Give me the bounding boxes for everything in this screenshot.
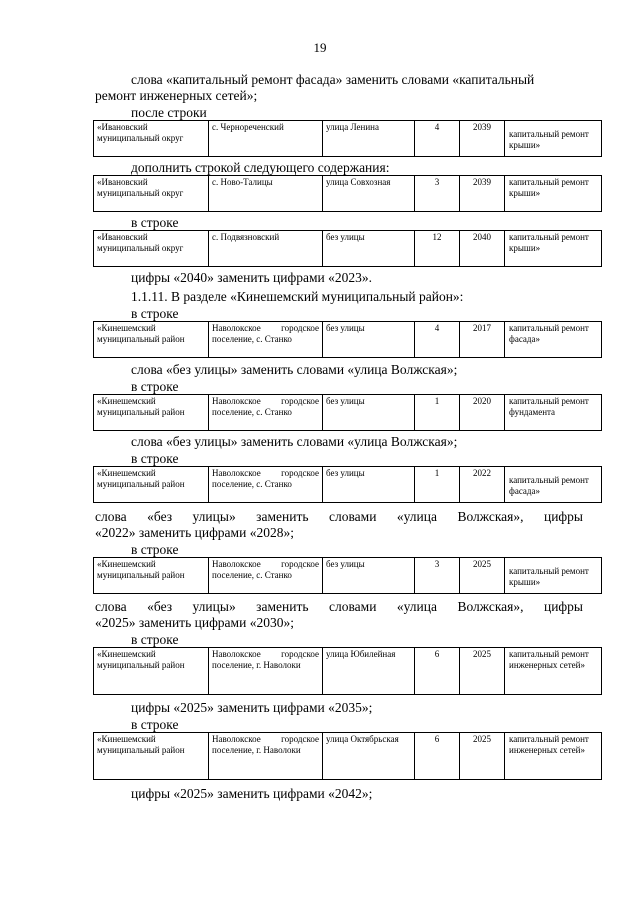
paragraph-line: цифры «2040» заменить цифрами «2023».: [131, 270, 372, 285]
paragraph-line: ремонт инженерных сетей»;: [95, 88, 258, 103]
cell-house: 6: [415, 648, 460, 695]
cell-year: 2025: [460, 648, 505, 695]
paragraph-line: слова «без улицы» заменить словами «улица Волжская»;: [131, 434, 458, 449]
table-row: [93, 394, 602, 431]
cell-work: капитальный ремонт крыши»: [505, 121, 602, 157]
paragraph-line: слова «капитальный ремонт фасада» заменить словами «капитальный: [131, 72, 535, 87]
paragraph-line: слова «без улицы» заменить словами «улица Волжская»;: [131, 362, 458, 377]
paragraph-line: в строке: [131, 215, 179, 230]
cell-work: капитальный ремонт крыши»: [505, 176, 602, 212]
cell-house: 3: [415, 176, 460, 212]
cell-street: без улицы: [323, 558, 415, 594]
cell-settlement: с. Подвязновский: [209, 231, 323, 267]
table-row: [93, 321, 602, 358]
cell-work: капитальный ремонт крыши»: [505, 231, 602, 267]
paragraph-line: дополнить строкой следующего содержания:: [131, 160, 390, 175]
paragraph-line: в строке: [131, 451, 179, 466]
cell-house: 3: [415, 558, 460, 594]
paragraph-justified: слова «без улицы» заменить словами «улица Волжская», цифры: [95, 509, 583, 524]
page-number: 19: [313, 40, 327, 55]
cell-street: улица Юбилейная: [323, 648, 415, 695]
paragraph-justified: слова «без улицы» заменить словами «улица Волжская», цифры: [95, 599, 583, 614]
cell-municipality: «Кинешемский муниципальный район: [94, 558, 209, 594]
table-row: [93, 230, 602, 267]
paragraph-line: после строки: [131, 105, 207, 120]
table-row: [93, 557, 602, 594]
table-row: [93, 175, 602, 212]
section-heading: 1.1.11. В разделе «Кинешемский муниципальный район»:: [131, 289, 464, 304]
cell-municipality: «Ивановский муниципальный округ: [94, 176, 209, 212]
cell-work: капитальный ремонт инженерных сетей»: [505, 648, 602, 695]
cell-municipality: «Кинешемский муниципальный район: [94, 467, 209, 503]
cell-year: 2025: [460, 558, 505, 594]
cell-house: 1: [415, 467, 460, 503]
paragraph-line: в строке: [131, 717, 179, 732]
cell-year: 2039: [460, 121, 505, 157]
paragraph-line: «2025» заменить цифрами «2030»;: [95, 615, 294, 630]
cell-house: 4: [415, 322, 460, 358]
cell-year: 2022: [460, 467, 505, 503]
cell-year: 2017: [460, 322, 505, 358]
cell-municipality: «Кинешемский муниципальный район: [94, 648, 209, 695]
cell-street: без улицы: [323, 231, 415, 267]
cell-municipality: «Ивановский муниципальный округ: [94, 231, 209, 267]
table-row: [93, 732, 602, 780]
cell-settlement: Наволокское городское поселение, с. Станко: [209, 558, 323, 594]
cell-settlement: с. Ново-Талицы: [209, 176, 323, 212]
cell-work: капитальный ремонт крыши»: [505, 558, 602, 594]
cell-house: 4: [415, 121, 460, 157]
cell-street: улица Ленина: [323, 121, 415, 157]
cell-year: 2039: [460, 176, 505, 212]
paragraph-line: «2022» заменить цифрами «2028»;: [95, 525, 294, 540]
cell-work: капитальный ремонт фундамента: [505, 395, 602, 431]
paragraph-line: цифры «2025» заменить цифрами «2035»;: [131, 700, 373, 715]
paragraph-line: в строке: [131, 632, 179, 647]
cell-settlement: Наволокское городское поселение, г. Наволоки: [209, 648, 323, 695]
cell-municipality: «Ивановский муниципальный округ: [94, 121, 209, 157]
table-row: [93, 120, 602, 157]
cell-municipality: «Кинешемский муниципальный район: [94, 733, 209, 780]
cell-street: без улицы: [323, 322, 415, 358]
table-row: [93, 466, 602, 503]
cell-settlement: Наволокское городское поселение, с. Станко: [209, 467, 323, 503]
cell-municipality: «Кинешемский муниципальный район: [94, 395, 209, 431]
cell-street: улица Октябрьская: [323, 733, 415, 780]
cell-municipality: «Кинешемский муниципальный район: [94, 322, 209, 358]
cell-settlement: Наволокское городское поселение, с. Станко: [209, 322, 323, 358]
cell-house: 6: [415, 733, 460, 780]
cell-house: 12: [415, 231, 460, 267]
paragraph-line: в строке: [131, 306, 179, 321]
table-row: [93, 647, 602, 695]
paragraph-line: цифры «2025» заменить цифрами «2042»;: [131, 786, 373, 801]
paragraph-line: в строке: [131, 379, 179, 394]
cell-street: без улицы: [323, 467, 415, 503]
cell-work: капитальный ремонт инженерных сетей»: [505, 733, 602, 780]
cell-settlement: с. Чернореченский: [209, 121, 323, 157]
cell-work: капитальный ремонт фасада»: [505, 467, 602, 503]
cell-work: капитальный ремонт фасада»: [505, 322, 602, 358]
cell-settlement: Наволокское городское поселение, г. Наволоки: [209, 733, 323, 780]
cell-year: 2040: [460, 231, 505, 267]
paragraph-line: в строке: [131, 542, 179, 557]
cell-street: улица Совхозная: [323, 176, 415, 212]
cell-street: без улицы: [323, 395, 415, 431]
cell-settlement: Наволокское городское поселение, с. Станко: [209, 395, 323, 431]
cell-year: 2020: [460, 395, 505, 431]
cell-house: 1: [415, 395, 460, 431]
cell-year: 2025: [460, 733, 505, 780]
